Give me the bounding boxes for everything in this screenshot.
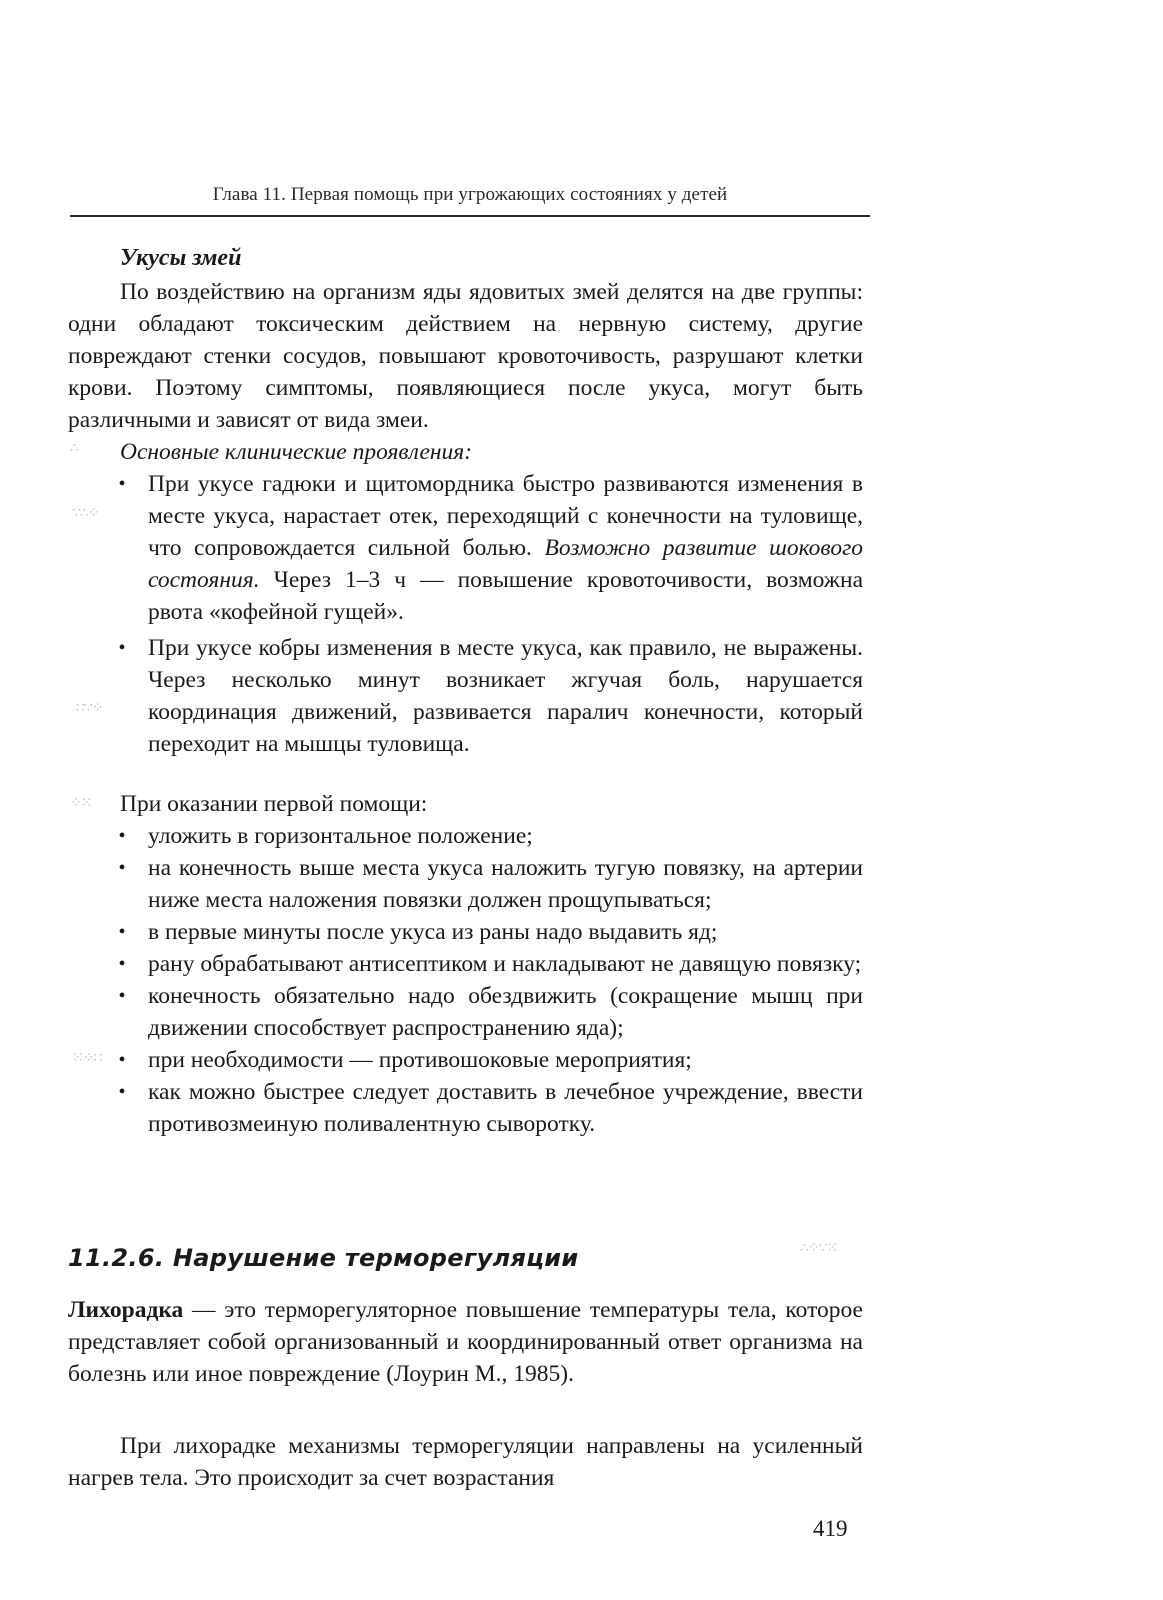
list-item-text: конечность обязательно надо обездвижить (сокращение мышц при движении способствует распространению яда); [148, 983, 863, 1041]
fever-definition-paragraph [68, 1294, 863, 1390]
scan-artifact: ⁙⁘∷ [72, 1051, 102, 1066]
subsection-heading: Укусы змей [120, 245, 242, 271]
intro-paragraph-block [68, 276, 863, 436]
list-item [68, 980, 863, 1044]
list-item-text: на конечность выше места укуса наложить тугую повязку, на артерии ниже места наложения повязки должен прощупываться; [148, 855, 863, 913]
bullet-icon: • [118, 985, 126, 1007]
bullet-icon: • [118, 1081, 126, 1103]
fever-definition-block [68, 1294, 863, 1390]
list-item-text: рану обрабатывают антисептиком и накладывают не давящую повязку; [148, 951, 862, 977]
list-item-text: При укусе гадюки и щитомордника быстро развиваются изменения в месте укуса, нарастает отек, переходящий с конечности на туловище, что сопровождается сильной болью. [148, 471, 863, 561]
list-item-text: как можно быстрее следует доставить в лечебное учреждение, ввести противозмеиную поливалентную сыворотку. [148, 1079, 863, 1137]
bullet-icon: • [118, 1049, 126, 1071]
fever-definition-text: — это терморегуляторное повышение температуры тела, которое представляет собой организованный и координированный ответ организма на болезнь или иное повреждение (Лоурин М., 1985). [68, 1297, 863, 1387]
bullet-icon: • [118, 857, 126, 879]
bullet-icon: • [118, 637, 126, 659]
list-item [68, 916, 863, 948]
running-header: Глава 11. Первая помощь при угрожающих состояниях у детей [212, 184, 728, 205]
section-title: 11.2.6. Нарушение терморегуляции [68, 1244, 579, 1272]
list-item [68, 1076, 863, 1140]
scan-artifact: ⁘⁙ [70, 796, 92, 811]
scan-artifact: ∴ [70, 441, 78, 456]
fever-term: Лихорадка [68, 1297, 184, 1323]
list-item-text: уложить в горизонтальное положение; [148, 823, 533, 849]
fever-mechanism-block [68, 1430, 863, 1494]
bullet-icon: • [118, 921, 126, 943]
clinical-signs-list [68, 468, 863, 760]
list-item-text: в первые минуты после укуса из раны надо выдавить яд; [148, 919, 718, 945]
list-item-text: при необходимости — противошоковые мероприятия; [148, 1047, 692, 1073]
page-number: 419 [813, 1516, 848, 1541]
list-item [68, 820, 863, 852]
list-item-text: При укусе кобры изменения в месте укуса, как правило, не выражены. Через несколько минут возникает жгучая боль, нарушается координация движений, развивается паралич конечности, который переходит на мышцы туловища. [148, 635, 863, 757]
fever-mechanism-paragraph: При лихорадке механизмы терморегуляции направлены на усиленный нагрев тела. Это происходит за счет возрастания [68, 1433, 863, 1491]
clinical-signs-label: Основные клинические проявления: [120, 439, 473, 465]
bullet-icon: • [118, 473, 126, 495]
list-item-text-italic: Возможно развитие шокового состояния. [148, 535, 863, 593]
intro-paragraph: По воздействию на организм яды ядовитых змей делятся на две группы: одни обладают токсическим действием на нервную систему, другие повреждают стенки сосудов, повышают кровоточивость, разрушают клетки крови. Поэтому симптомы, появляющиеся после укуса, могут быть различными и зависят от вида змеи. [68, 279, 863, 433]
scan-artifact: ∷∵⁘ [76, 701, 103, 716]
scan-artifact: ∴⁘∵⁙ [800, 1241, 838, 1256]
list-item [68, 632, 863, 760]
bullet-icon: • [118, 953, 126, 975]
list-item [68, 1044, 863, 1076]
list-item [68, 468, 863, 628]
first-aid-list [68, 820, 863, 1140]
list-item [68, 852, 863, 916]
list-item-text-tail: Через 1–3 ч — повышение кровоточивости, возможна рвота «кофейной гущей». [148, 567, 863, 625]
header-rule [70, 215, 870, 217]
first-aid-label: При оказании первой помощи: [120, 791, 428, 817]
bullet-icon: • [118, 825, 126, 847]
scan-artifact: ∵∴⁘ [72, 506, 99, 521]
list-item [68, 948, 863, 980]
